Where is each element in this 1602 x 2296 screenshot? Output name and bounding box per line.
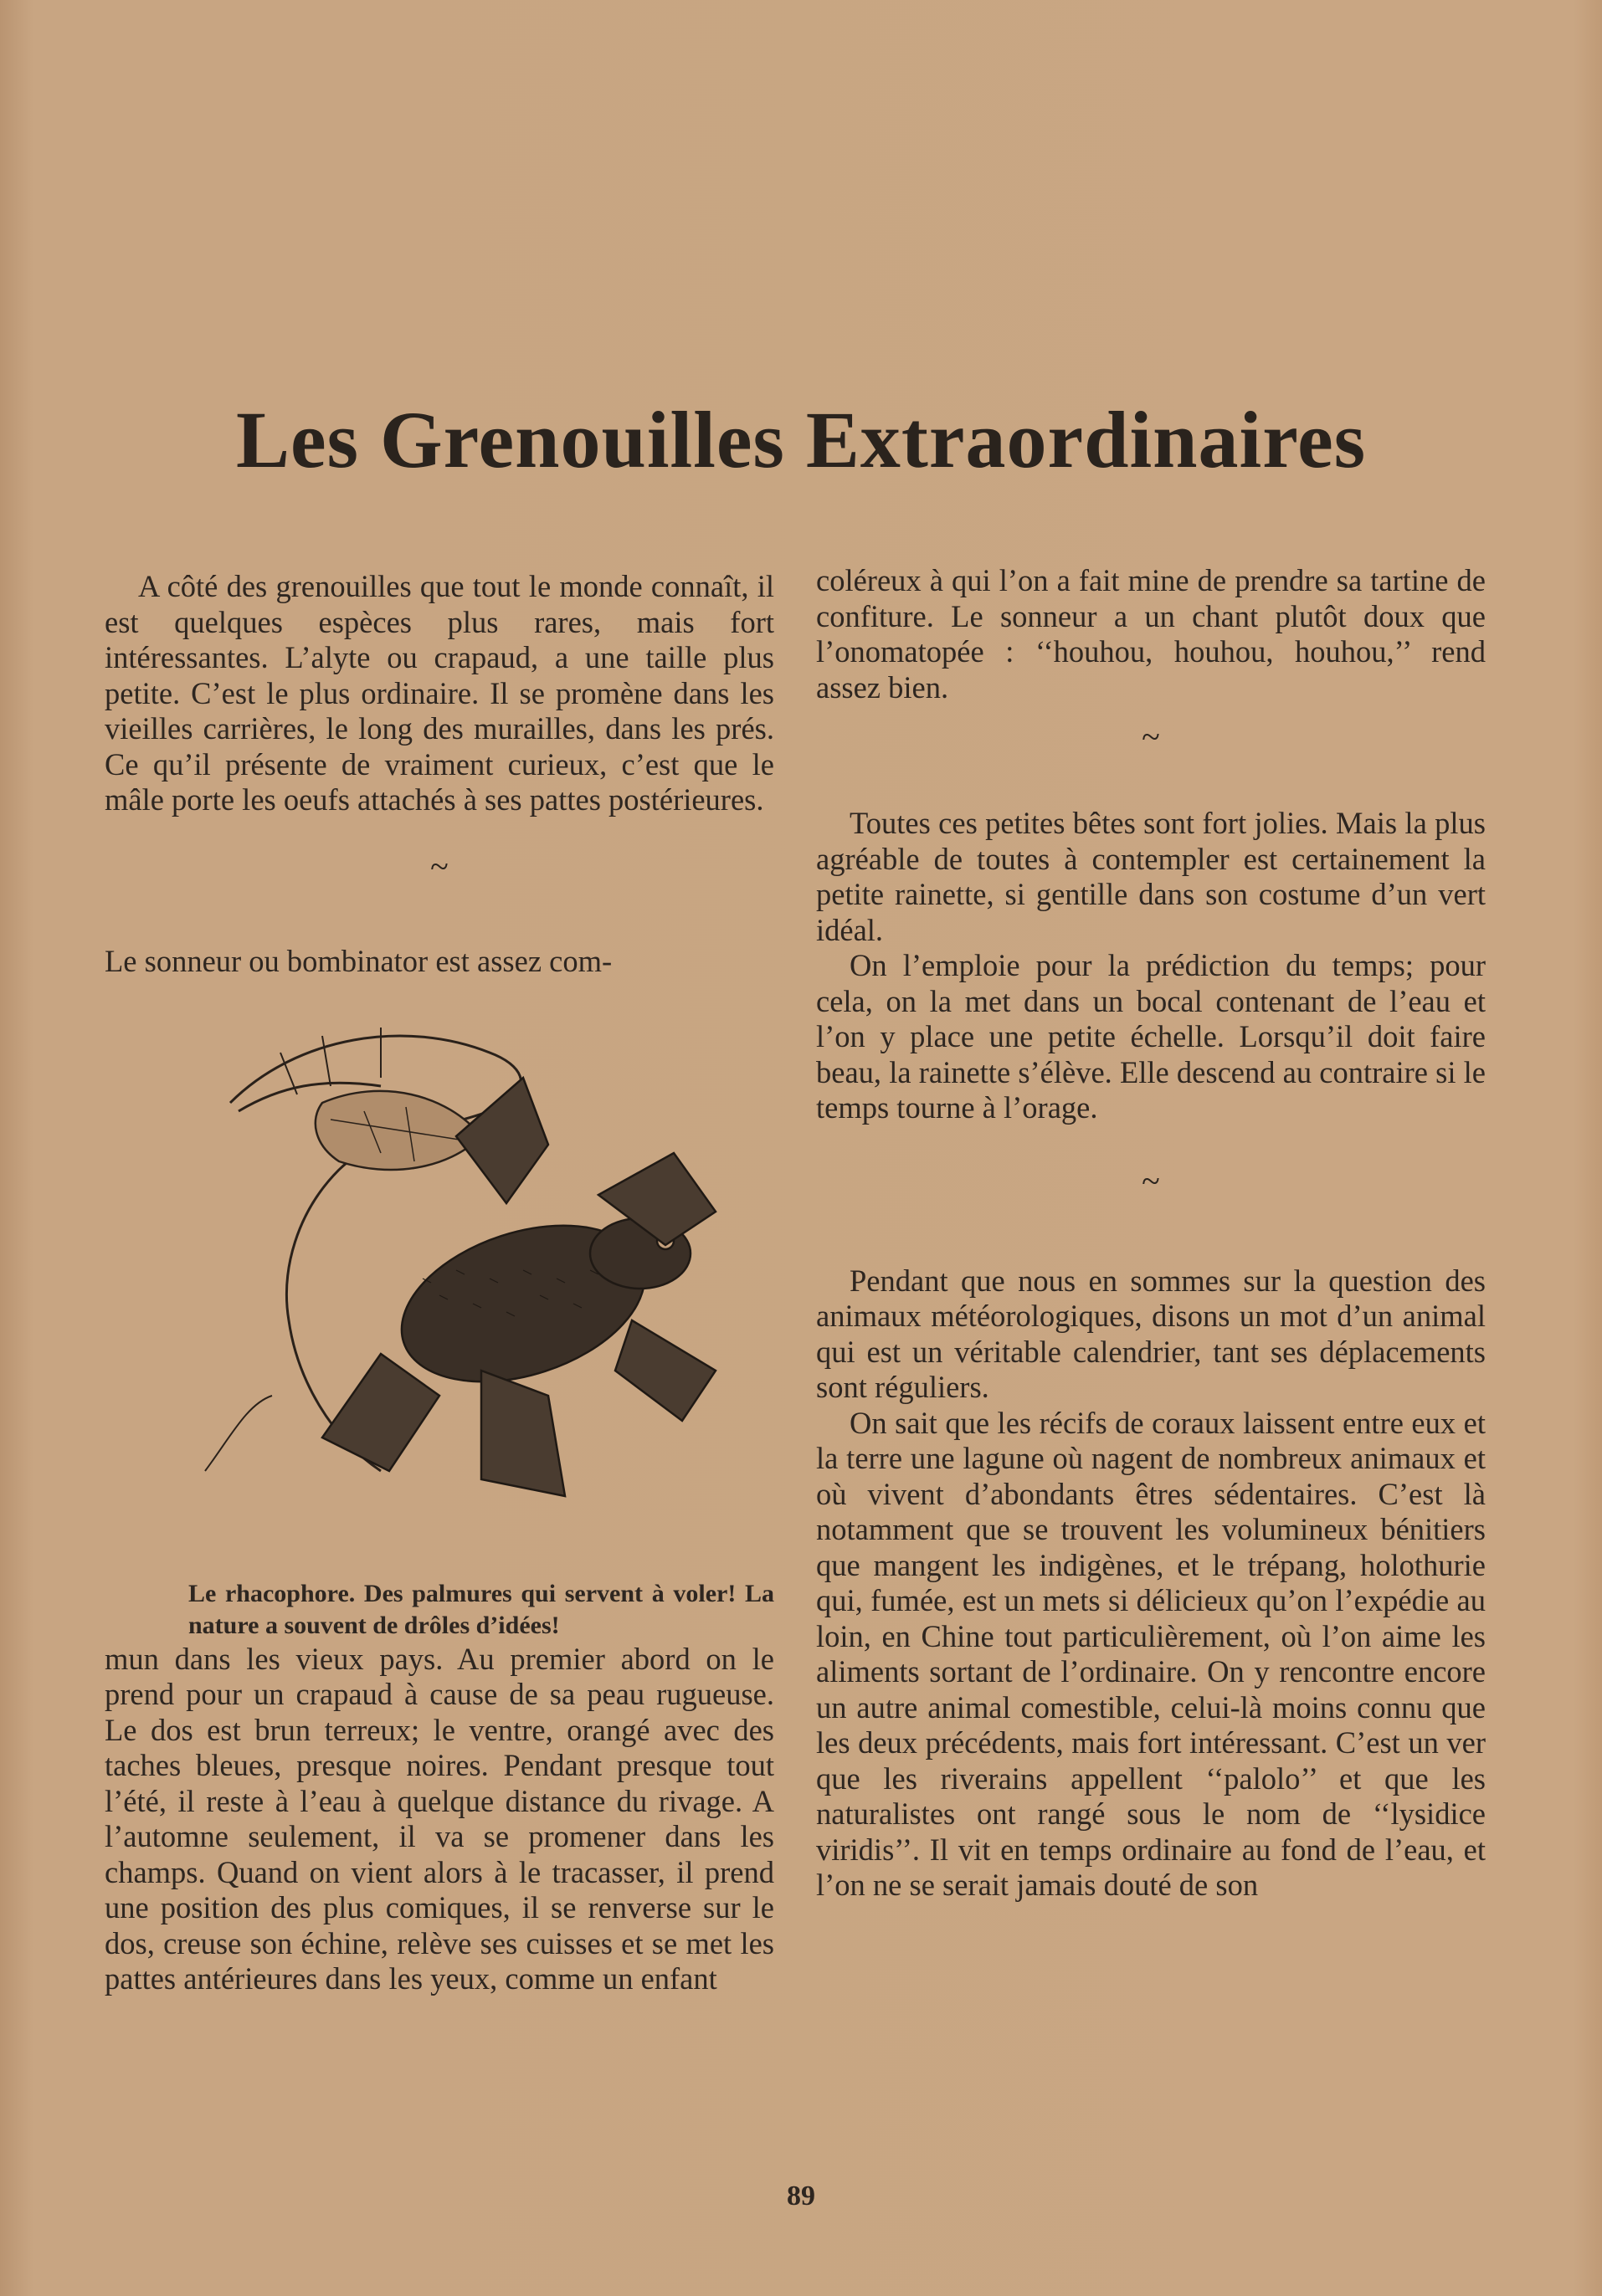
right-paragraph-1: coléreux à qui l’on a fait mine de prendre sa tartine de confiture. Le sonneur a un chant plutôt doux que l’onomatopée : ‘‘houhou, houhou, houhou,’’ rend assez bien. bbox=[816, 563, 1486, 705]
left-paragraph-2-continued: mun dans les vieux pays. Au premier abord on le prend pour un crapaud à cause de sa peau rugueuse. Le dos est brun terreux; le ventre, orangé avec des taches bleues, presque noires. Pendant presque tout l’été, il reste à l’eau à quelque distance du rivage. A l’automne seulement, il va se promener dans les champs. Quand on vient alors à le tracasser, il prend une position des plus comiques, il se renverse sur le dos, creuse son échine, relève ses cuisses et se met les pattes antérieures dans les yeux, comme un enfant bbox=[105, 1641, 774, 1996]
right-paragraph-2: Toutes ces petites bêtes sont fort jolies. Mais la plus agréable de toutes à contempler est certainement la petite rainette, si gentille dans son costume d’un vert idéal. bbox=[816, 806, 1486, 947]
right-column bbox=[816, 563, 1486, 1904]
left-column bbox=[105, 569, 774, 1997]
page-number: 89 bbox=[787, 2181, 815, 2211]
right-paragraph-4: Pendant que nous en sommes sur la question des animaux météorologiques, disons un mot d’un animal qui est un véritable calendrier, tant ses déplacements sont réguliers. bbox=[816, 1263, 1486, 1404]
article-title: Les Grenouilles Extraordinaires bbox=[235, 395, 1367, 484]
leaf bbox=[316, 1091, 481, 1170]
figure-caption: Le rhacophore. Des palmures qui servent à voler! La nature a souvent de drôles d’idées! bbox=[188, 1579, 774, 1639]
separator-ornament: ~ bbox=[1142, 1161, 1160, 1200]
separator-ornament: ~ bbox=[430, 847, 449, 885]
rhacophore-illustration bbox=[130, 1002, 783, 1555]
left-paragraph-2-start: Le sonneur ou bombinator est assez com- bbox=[105, 943, 613, 978]
right-paragraph-5: On sait que les récifs de coraux laissent entre eux et la terre une lagune où nagent de nombreux animaux et où vivent d’abondants êtres sédentaires. C’est là notamment que se trouvent les volumineux bénitiers que mangent les indigènes, et le trépang, holothurie qui, fumée, est un mets si délicieux qu’on l’expédie au loin, en Chine tout particulièrement, où l’on aime les aliments sortant de l’ordinaire. On y rencontre encore un autre animal comestible, celui-là moins connu que les deux précédents, mais fort intéressant. C’est un ver que les riverains appellent ‘‘palolo’’ et que les naturalistes ont rangé sous le nom de ‘‘lysidice viridis’’. Il vit en temps ordinaire au fond de l’eau, et l’on ne se serait jamais douté de son bbox=[816, 1405, 1486, 1902]
left-paragraph-1: A côté des grenouilles que tout le monde connaît, il est quelques espèces plus rares, mais fort intéressantes. L’alyte ou crapaud, a une taille plus petite. C’est le plus ordinaire. Il se promène dans les vieilles carrières, le long des murailles, dans les prés. Ce qu’il présente de vraiment curieux, c’est que le mâle porte les oeufs attachés à ses pattes postérieures. bbox=[105, 569, 774, 817]
right-paragraph-3: On l’emploie pour la prédiction du temps; pour cela, on la met dans un bocal contenant de l’eau et l’on y place une petite échelle. Lorsqu’il doit faire beau, la rainette s’élève. Elle descend au contraire si le temps tourne à l’orage. bbox=[816, 948, 1486, 1125]
separator-ornament: ~ bbox=[1142, 718, 1160, 756]
